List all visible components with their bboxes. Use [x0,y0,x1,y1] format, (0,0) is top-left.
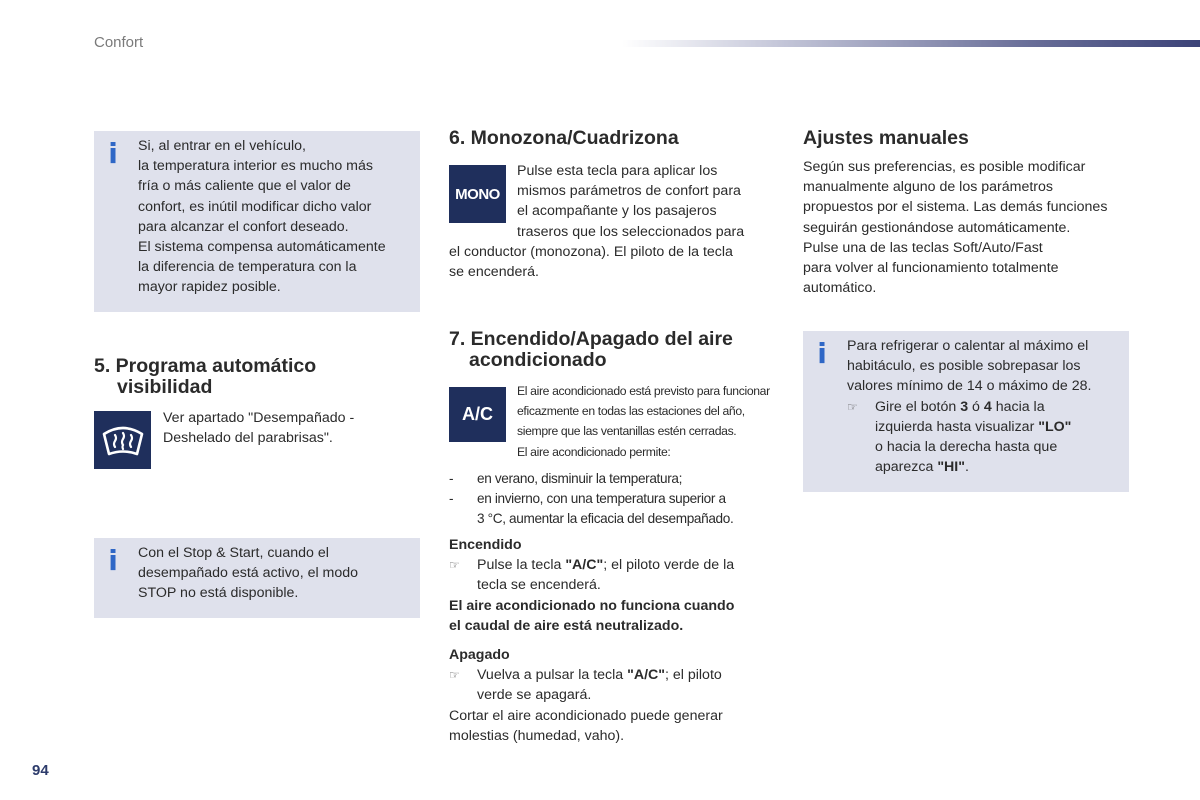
pointing-hand-icon: ☞ [847,399,858,414]
text-line: 3 °C, aumentar la eficacia del desempañado. [477,511,734,527]
section6-text-full [449,242,779,282]
off-instruction [449,665,779,705]
section7-title-line2: acondicionado [469,349,607,371]
header-gradient-bar [622,40,1200,47]
windshield-defrost-button [94,411,151,469]
info-box-text [138,136,416,298]
list-item [449,489,779,529]
text-line: en verano, disminuir la temperatura; [477,471,683,486]
text-line: la temperatura interior es mucho más [138,158,373,175]
info-icon: i [108,544,118,577]
on-heading: Encendido [449,537,522,553]
text-line: Con el Stop & Start, cuando el [138,545,329,561]
text-line: molestias (humedad, vaho). [449,727,625,744]
warning-line: el caudal de aire está neutralizado. [449,617,684,634]
dash: - [449,471,454,486]
on-instruction [449,555,779,595]
text-line: Cortar el aire acondicionado puede generar [449,707,723,724]
info-icon: i [108,137,118,170]
ac-button-label: A/C [462,404,493,424]
info-box-text [138,543,416,604]
text-line: manualmente alguno de los parámetros [803,179,1054,196]
manual-text [803,157,1143,298]
key-name: "A/C" [627,667,665,684]
text-line: Pulse esta tecla para aplicar los [517,163,718,179]
section5-heading [94,356,424,398]
section7-dash-list [449,469,779,530]
section-label: Confort [94,34,144,51]
text-span: Gire el botón [875,398,961,415]
list-item [449,469,779,489]
section7-on-off [449,535,779,746]
text-line [875,397,1127,417]
lo-hi-instruction [847,397,1127,478]
section5-title-line2: visibilidad [117,376,213,398]
text-line: traseros que los seleccionados para [517,223,745,240]
text-line: se encenderá. [449,264,539,281]
warning-line: El aire acondicionado no funciona cuando [449,597,735,614]
text-span: ; el piloto verde de la [603,557,735,574]
page-number: 94 [32,762,49,779]
section7-title-line1: 7. Encendido/Apagado del aire [449,328,733,350]
text-span: aparezca [875,459,938,476]
text-line: El aire acondicionado permite: [517,444,671,459]
text-line: Pulse una de las teclas Soft/Auto/Fast [803,239,1043,256]
text-span: izquierda hasta visualizar [875,418,1039,435]
text-span: Vuelva a pulsar la tecla [477,667,628,684]
text-line: para alcanzar el confort deseado. [138,218,349,235]
pointing-hand-icon: ☞ [449,558,460,573]
text-span: Pulse la tecla [477,557,566,574]
text-line [875,417,1127,437]
dash: - [449,491,454,507]
display-value: "HI" [937,459,965,476]
text-line: habitáculo, es posible sobrepasar los [847,358,1081,375]
text-line: automático. [803,280,877,297]
ac-button [449,387,506,442]
text-line: Según sus preferencias, es posible modificar [803,159,1086,175]
section7-heading [449,329,779,371]
text-line: propuestos por el sistema. Las demás funciones [803,199,1108,216]
text-line: eficazmente en todas las estaciones del año, [517,404,745,419]
text-span: ; el piloto [665,667,722,684]
key-name: "A/C" [565,557,604,574]
manual-title: Ajustes manuales [803,127,969,149]
text-line: valores mínimo de 14 o máximo de 28. [847,378,1092,395]
text-line [477,665,779,685]
off-heading: Apagado [449,647,510,664]
text-line: Deshelado del parabrisas". [163,430,333,447]
text-span: ó [968,398,984,415]
text-line: verde se apagará. [477,687,592,704]
text-line: Si, al entrar en el vehículo, [138,138,306,154]
display-value: "LO" [1038,418,1072,435]
text-line: la diferencia de temperatura con la [138,259,357,276]
text-line [875,457,1127,477]
text-line: mismos parámetros de confort para [517,183,741,200]
text-span: . [964,459,969,476]
pointing-hand-icon: ☞ [449,668,460,683]
info-box-temperature [94,131,420,312]
text-line: para volver al funcionamiento totalmente [803,260,1059,277]
section5-text [163,408,413,448]
info-box-lo-hi [803,331,1129,492]
windshield-defrost-icon [100,420,146,460]
knob-number: 4 [983,398,992,415]
text-line: desempañado está activo, el modo [138,565,359,582]
section6-title: 6. Monozona/Cuadrizona [449,127,679,149]
text-line: siempre que las ventanillas estén cerradas. [517,424,737,439]
text-line: seguirán gestionándose automáticamente. [803,219,1071,236]
text-line: el conductor (monozona). El piloto de la tecla [449,244,733,260]
section5-title-line1: 5. Programa automático [94,355,317,377]
text-span: hacia la [991,398,1045,415]
info-box-text [847,336,1127,477]
text-line [477,555,779,575]
text-line: o hacia la derecha hasta que [875,439,1058,456]
section7-intro [517,381,787,462]
text-line: fría o más caliente que el valor de [138,178,351,195]
mono-button [449,165,506,223]
text-line: Para refrigerar o calentar al máximo el [847,338,1089,354]
text-line: tecla se encenderá. [477,577,601,594]
text-line: el acompañante y los pasajeros [517,203,717,220]
text-line: Ver apartado "Desempañado - [163,410,355,426]
text-line: confort, es inútil modificar dicho valor [138,198,372,215]
text-line: El sistema compensa automáticamente [138,239,386,256]
text-line: El aire acondicionado está previsto para funcionar [517,384,770,398]
section6-text-indented [517,161,777,242]
knob-number: 3 [960,398,969,415]
text-line: STOP no está disponible. [138,585,299,602]
info-icon: i [817,337,827,370]
mono-button-label: MONO [455,185,500,203]
text-line: mayor rapidez posible. [138,279,281,296]
text-line: en invierno, con una temperatura superior a [477,491,726,507]
info-box-stop-start [94,538,420,618]
